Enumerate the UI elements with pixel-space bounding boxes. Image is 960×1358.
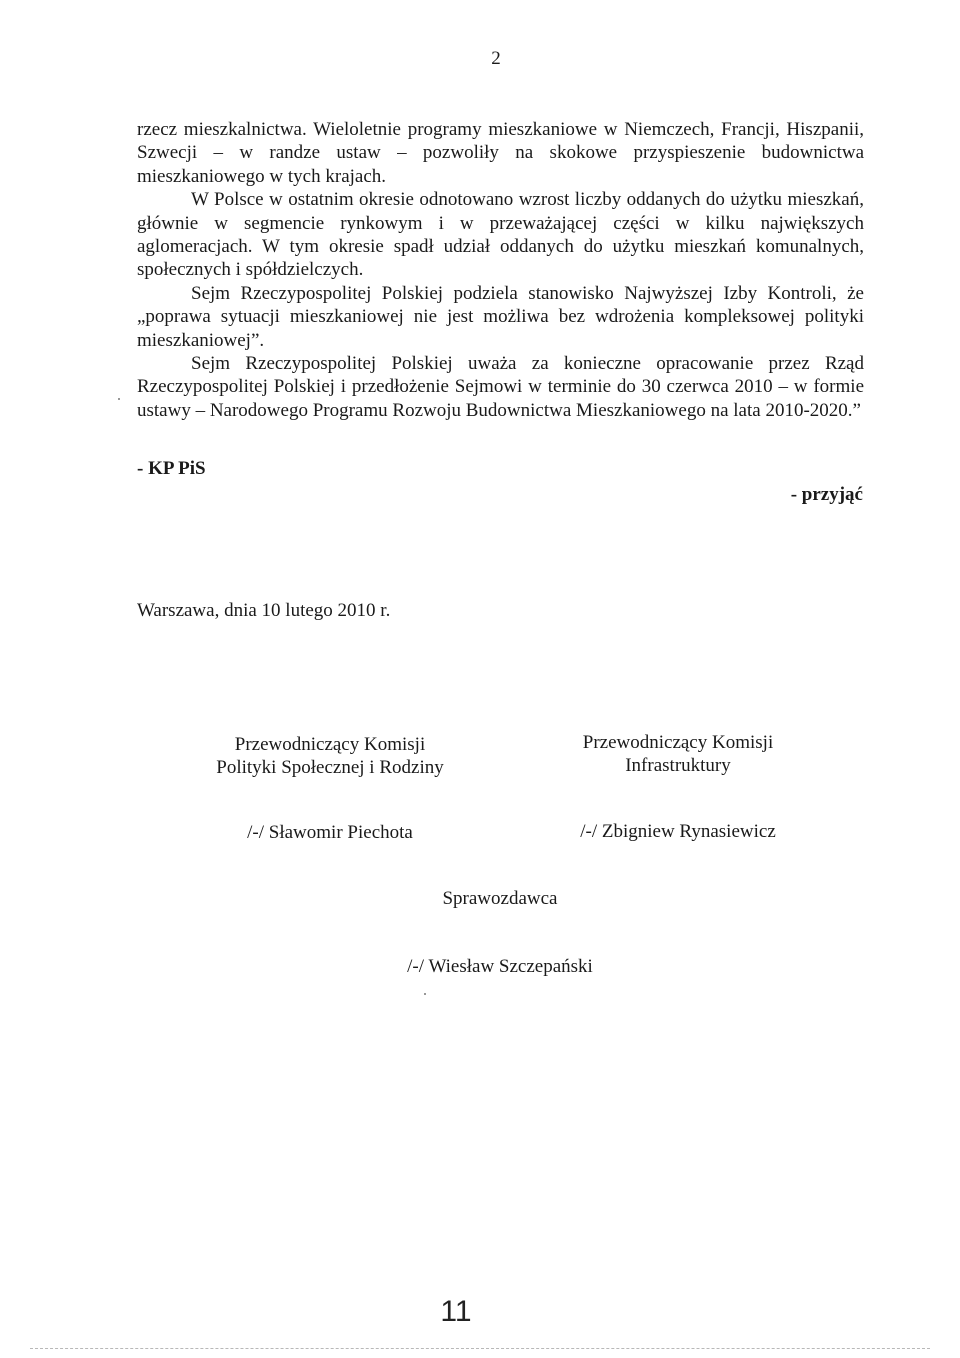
rapporteur-title: Sprawozdawca [442,888,558,909]
paragraph-nik-position: Sejm Rzeczypospolitej Polskiej podziela stanowisko Najwyższej Izby Kontroli, że „poprawa sytuacji mieszkaniowej nie jest możliwa bez wdrożenia kompleksowej polityki mieszkaniowej”. [137,282,864,351]
paragraph-continuation: rzecz mieszkalnictwa. Wieloletnie programy mieszkaniowe w Niemczech, Francji, Hiszpanii, Szwecji – w randze ustaw – pozwoliły na skokowe przyspieszenie budownictwa mieszkaniowego w tych krajach. [137,119,864,187]
paragraph-housing-statistics: W Polsce w ostatnim okresie odnotowano wzrost liczby oddanych do użytku mieszkań, głównie w segmencie rynkowym i w przeważającej części w kilku największych aglomeracjach. W tym okresie spadł udział oddanych do użytku mieszkań komunalnych, społecznych i spółdzielczych. [137,189,864,281]
paragraph-resolution-request: Sejm Rzeczypospolitej Polskiej uważa za konieczne opracowanie przez Rząd Rzeczypospolitej Polskiej i przedłożenie Sejmowi w terminie do 30 czerwca 2010 – w formie ustawy – Narodowego Programu Rozwoju Budownictwa Mieszkaniowego na lata 2010-2020.” [137,353,864,421]
sponsor-label: - KP PiS [137,458,206,479]
signature-left-title-line-1: Przewodniczący Komisji [234,734,426,755]
motion-recommendation: - przyjąć [790,484,863,505]
page-number: 2 [491,48,501,69]
sheet-number: 11 [440,1295,472,1328]
signature-left-title-line-2: Polityki Społecznej i Rodziny [216,757,444,778]
scan-speck [424,993,426,995]
signature-right-name: /-/ Zbigniew Rynasiewicz [580,821,776,842]
signature-left-title [180,733,480,779]
scan-edge-line [30,1348,930,1349]
signature-right-title-line-1: Przewodniczący Komisji [582,732,774,753]
rapporteur-name: /-/ Wiesław Szczepański [407,956,593,977]
date-line: Warszawa, dnia 10 lutego 2010 r. [137,600,391,621]
signature-left-name: /-/ Sławomir Piechota [247,822,413,843]
signature-right-title-line-2: Infrastruktury [625,755,731,776]
signature-right-title [528,731,828,777]
scan-speck [118,398,120,400]
document-body [137,118,864,422]
